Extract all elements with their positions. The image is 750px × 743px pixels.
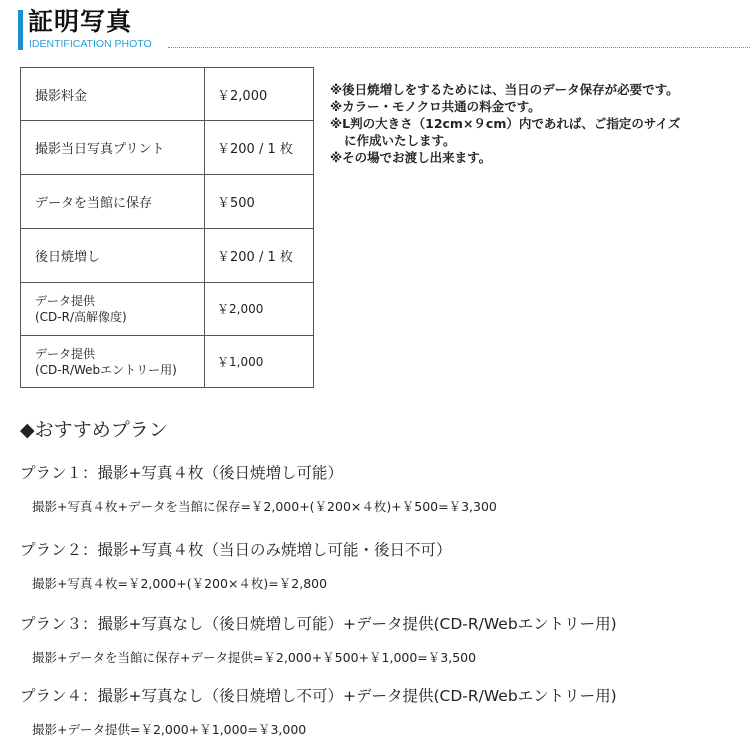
plan-calc: 撮影+データを当館に保存+データ提供=￥2,000+￥500+￥1,000=￥3,500 [32, 650, 477, 665]
table-row [21, 283, 314, 336]
item-cell: 後日焼増し [21, 229, 205, 283]
item-cell [21, 336, 205, 388]
section-title: ◆おすすめプラン [20, 419, 168, 441]
plan-name: プラン２：撮影+写真４枚（当日のみ焼増し可能・後日不可） [20, 541, 452, 559]
plan-name: プラン３：撮影+写真なし（後日焼増し可能）+データ提供(CD-R/Webエントリー用) [20, 615, 617, 633]
price-cell: ￥2,000 [205, 68, 314, 121]
plan-calc: 撮影+データ提供=￥2,000+￥1,000=￥3,000 [32, 722, 307, 737]
item-line: (CD-R/高解像度) [35, 310, 127, 324]
item-cell: 撮影料金 [21, 68, 205, 121]
plan-item [20, 538, 452, 592]
page-title: 証明写真 [28, 7, 133, 36]
note-line: ※その場でお渡し出来ます。 [330, 150, 492, 165]
item-line: データ提供 [35, 346, 96, 361]
note-line: ※後日焼増しをするためには、当日のデータ保存が必要です。 [330, 82, 679, 97]
page-header [18, 6, 750, 52]
plan-calc: 撮影+写真４枚+データを当館に保存=￥2,000+(￥200×４枚)+￥500=￥3,300 [32, 499, 497, 514]
item-line: (CD-R/Webエントリー用) [35, 362, 177, 377]
page-subtitle: IDENTIFICATION PHOTO [29, 38, 152, 50]
table-row [21, 229, 314, 283]
notes [330, 81, 745, 166]
note-line: ※L判の大きさ（12cm×９cm）内であれば、ご指定のサイズ [330, 116, 681, 131]
item-line: データ提供 [35, 294, 96, 308]
table-row [21, 68, 314, 121]
item-cell: データを当館に保存 [21, 175, 205, 229]
plan-name: プラン１：撮影+写真４枚（後日焼増し可能） [20, 464, 343, 482]
table-row [21, 121, 314, 175]
dotted-divider [168, 47, 750, 48]
plan-name: プラン４：撮影+写真なし（後日焼増し不可）+データ提供(CD-R/Webエントリー用) [20, 687, 617, 705]
price-cell: ￥1,000 [205, 336, 314, 388]
plan-calc: 撮影+写真４枚=￥2,000+(￥200×４枚)=￥2,800 [32, 576, 328, 591]
table-row [21, 175, 314, 229]
note-line: ※カラー・モノクロ共通の料金です。 [330, 99, 541, 114]
item-cell [21, 283, 205, 336]
plan-item [20, 612, 617, 666]
table-row [21, 336, 314, 388]
price-cell: ￥200 / 1 枚 [205, 121, 314, 175]
plan-item [20, 461, 497, 515]
price-cell: ￥2,000 [205, 283, 314, 336]
price-cell: ￥500 [205, 175, 314, 229]
accent-bar [18, 10, 23, 50]
price-table [20, 67, 314, 388]
item-cell: 撮影当日写真プリント [21, 121, 205, 175]
plan-item [20, 684, 617, 738]
price-cell: ￥200 / 1 枚 [205, 229, 314, 283]
note-line: に作成いたします。 [344, 133, 456, 148]
